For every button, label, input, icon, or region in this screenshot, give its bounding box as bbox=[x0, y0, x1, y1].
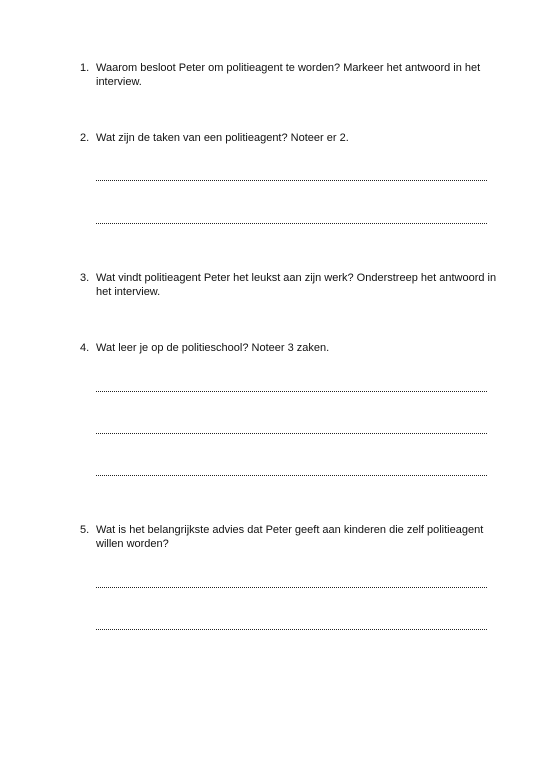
question-number: 3. bbox=[80, 272, 90, 284]
answer-line[interactable] bbox=[96, 587, 487, 588]
answer-line[interactable] bbox=[96, 475, 487, 476]
question-1 bbox=[80, 61, 500, 89]
question-number: 1. bbox=[80, 62, 90, 74]
answer-line[interactable] bbox=[96, 180, 487, 181]
question-text: Wat zijn de taken van een politieagent? Noteer er 2. bbox=[96, 132, 349, 144]
question-4 bbox=[80, 341, 500, 355]
answer-line[interactable] bbox=[96, 433, 487, 434]
question-5 bbox=[80, 523, 500, 551]
question-number: 4. bbox=[80, 342, 90, 354]
answer-line[interactable] bbox=[96, 223, 487, 224]
question-2 bbox=[80, 131, 500, 145]
question-text: Wat vindt politieagent Peter het leukst aan zijn werk? Onderstreep het antwoord in het interview. bbox=[96, 272, 497, 298]
question-text: Waarom besloot Peter om politieagent te worden? Markeer het antwoord in het interview. bbox=[96, 62, 481, 88]
answer-line[interactable] bbox=[96, 391, 487, 392]
answer-line[interactable] bbox=[96, 629, 487, 630]
question-text: Wat leer je op de politieschool? Noteer 3 zaken. bbox=[96, 342, 330, 354]
question-3 bbox=[80, 271, 500, 299]
question-text: Wat is het belangrijkste advies dat Peter geeft aan kinderen die zelf politieagent willen worden? bbox=[96, 524, 484, 550]
question-number: 2. bbox=[80, 132, 90, 144]
question-number: 5. bbox=[80, 524, 90, 536]
